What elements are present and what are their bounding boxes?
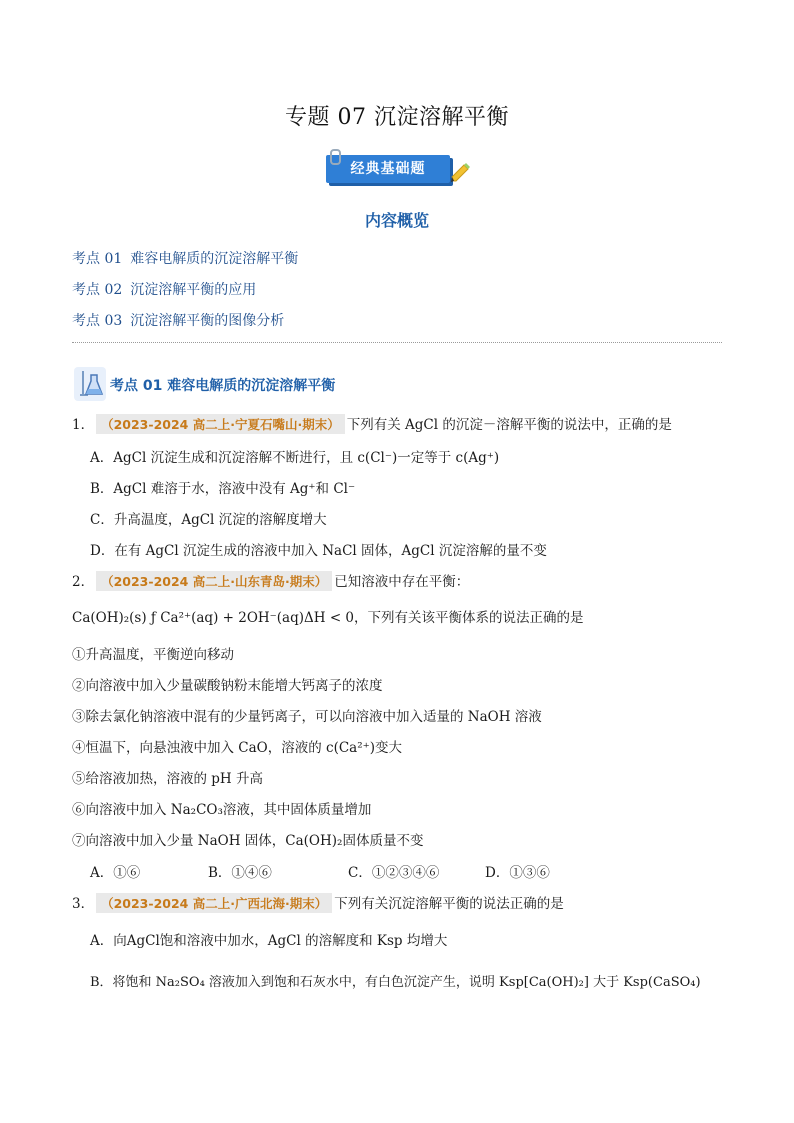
q2-statement: ③除去氯化钠溶液中混有的少量钙离子，可以向溶液中加入适量的 NaOH 溶液 xyxy=(72,709,542,725)
difficulty-banner xyxy=(326,155,464,187)
page-title: 专题 07 沉淀溶解平衡 xyxy=(285,105,509,130)
q2-statement: ④恒温下，向悬浊液中加入 CaO，溶液的 c(Ca²⁺)变大 xyxy=(72,740,403,756)
question-text: 已知溶液中存在平衡： xyxy=(334,574,470,590)
question-number: 3． xyxy=(72,896,95,912)
q2-statement: ②向溶液中加入少量碳酸钠粉末能增大钙离子的浓度 xyxy=(72,678,383,694)
question-source: （2023-2024 高二上·宁夏石嘴山·期末） xyxy=(96,414,345,434)
q2-equation: Ca(OH)₂(s) ƒ Ca²⁺(aq) + 2OH⁻(aq)ΔH < 0，下列有关该平衡体系的说法正确的是 xyxy=(72,610,584,626)
question-number: 1． xyxy=(72,417,95,433)
question-source: （2023-2024 高二上·山东青岛·期末） xyxy=(96,571,332,591)
toc-item-2[interactable] xyxy=(72,279,256,299)
q2-option-a[interactable]: A．①⑥ xyxy=(90,865,141,881)
q1-option-b[interactable]: B．AgCl 难溶于水，溶液中没有 Ag⁺和 Cl⁻ xyxy=(90,481,356,497)
pencil-icon xyxy=(450,161,472,183)
question-2-stem xyxy=(72,570,469,591)
q3-option-b[interactable]: B．将饱和 Na₂SO₄ 溶液加入到饱和石灰水中，有白色沉淀产生，说明 Ksp[Ca(OH)₂] 大于 Ksp(CaSO₄) xyxy=(90,975,701,990)
question-number: 2． xyxy=(72,574,95,590)
question-text: 下列有关 AgCl 的沉淀－溶解平衡的说法中，正确的是 xyxy=(346,417,672,433)
q2-statement: ①升高温度，平衡逆向移动 xyxy=(72,647,234,663)
question-1-stem xyxy=(72,413,672,434)
toc-item-3[interactable] xyxy=(72,310,284,330)
toc-number: 考点 01 xyxy=(72,251,123,267)
section-divider xyxy=(72,342,722,343)
toc-label: 沉淀溶解平衡的图像分析 xyxy=(130,313,285,329)
paperclip-icon xyxy=(330,149,341,165)
overview-heading: 内容概览 xyxy=(364,211,429,230)
q2-option-c[interactable]: C．①②③④⑥ xyxy=(348,865,440,881)
toc-label: 沉淀溶解平衡的应用 xyxy=(130,282,257,298)
q2-statement: ⑤给溶液加热，溶液的 pH 升高 xyxy=(72,771,263,787)
q2-statement: ⑦向溶液中加入少量 NaOH 固体，Ca(OH)₂固体质量不变 xyxy=(72,833,424,849)
toc-item-1[interactable] xyxy=(72,248,298,268)
banner-label: 经典基础题 xyxy=(350,161,426,177)
q1-option-c[interactable]: C．升高温度，AgCl 沉淀的溶解度增大 xyxy=(90,512,327,528)
section-title: 考点 01 难容电解质的沉淀溶解平衡 xyxy=(110,378,336,394)
question-text: 下列有关沉淀溶解平衡的说法正确的是 xyxy=(334,896,564,912)
q1-option-a[interactable]: A．AgCl 沉淀生成和沉淀溶解不断进行，且 c(Cl⁻)一定等于 c(Ag⁺) xyxy=(90,450,500,466)
question-source: （2023-2024 高二上·广西北海·期末） xyxy=(96,893,332,913)
q1-option-d[interactable]: D．在有 AgCl 沉淀生成的溶液中加入 NaCl 固体，AgCl 沉淀溶解的量不变 xyxy=(90,543,547,559)
q2-option-b[interactable]: B．①④⑥ xyxy=(208,865,272,881)
q3-option-a[interactable]: A．向AgCl饱和溶液中加水，AgCl 的溶解度和 Ksp 均增大 xyxy=(90,933,448,949)
toc-number: 考点 03 xyxy=(72,313,123,329)
flask-icon xyxy=(74,367,106,401)
toc-label: 难容电解质的沉淀溶解平衡 xyxy=(130,251,299,267)
toc-number: 考点 02 xyxy=(72,282,123,298)
q2-statement: ⑥向溶液中加入 Na₂CO₃溶液，其中固体质量增加 xyxy=(72,802,372,818)
question-3-stem xyxy=(72,892,564,913)
q2-option-d[interactable]: D．①③⑥ xyxy=(485,865,550,881)
